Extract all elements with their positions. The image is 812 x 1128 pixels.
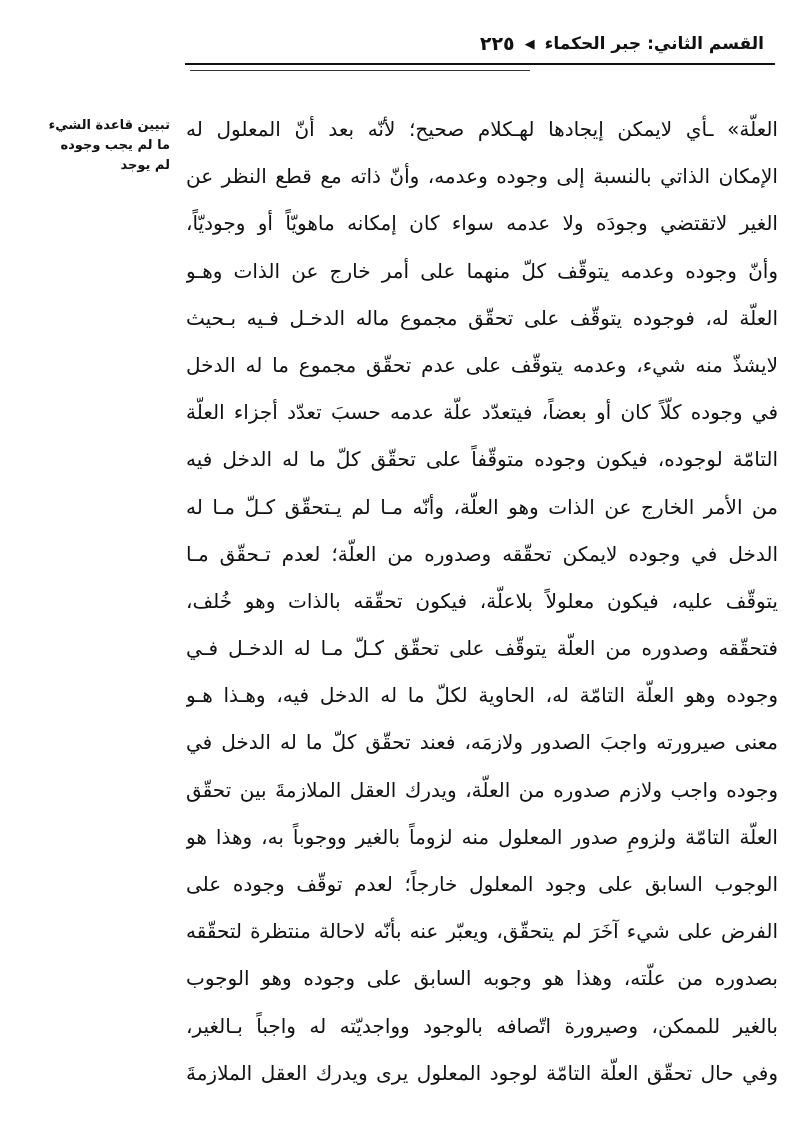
text-line: فتحقّقه وصدوره من العلّة يتوقّف على تحقّق كـلّ مـا له الدخـل فـي	[186, 636, 778, 661]
text-line: العلّة له، فوجوده يتوقّف على تحقّق مجموع ماله الدخـل فـيه بـحيث	[186, 305, 778, 330]
text-line: التامّة لوجوده، فيكون وجوده متوقّفاً على تحقّق كلّ ما له الدخل فيه	[186, 447, 778, 472]
margin-note-line: ما لم يجب وجوده	[60, 138, 170, 153]
text-line: معنى صيرورته واجبَ الصدور ولازمَه، فعند تحقّق كلّ ما له الدخل في	[186, 730, 778, 755]
text-line: الغير لاتقتضي وجودَه ولا عدمه سواء كان إمكانه ماهويّاً أو وجوديّاً،	[186, 211, 778, 236]
text-line: العلّة التامّة ولزومِ صدور المعلول منه لزوماً بالغير ووجوباً به، وهذا هو	[186, 824, 778, 849]
text-line: وجوده واجب ولازم صدوره من العلّة، ويدرك العقل الملازمةَ بين تحقّق	[186, 777, 778, 802]
arrow-left-icon: ◀	[524, 36, 535, 52]
header-rule	[185, 63, 775, 65]
margin-note-line: تبيين قاعدة الشيء	[48, 118, 170, 133]
text-line: يتوقّف عليه، فيكون معلولاً بلاعلّة، فيكون تحقّقه بالذات وهو خُلف،	[186, 588, 778, 613]
text-line: الفرض على شيء آخَرَ لم يتحقّق، ويعبّر عنه بأنّه لاحالة منتظرة لتحقّقه	[186, 919, 778, 944]
page-number: ٢٢٥	[479, 33, 515, 55]
text-line: من الأمر الخارج عن الذات وهو العلّة، وأنّه مـا لم يـتحقّق كـلّ مـا له	[186, 494, 778, 519]
header-rule-thin	[190, 70, 530, 71]
text-line: وأنّ وجوده وعدمه يتوقّف كلّ منهما على أمر خارج عن الذات وهـو	[186, 258, 778, 283]
text-line: بالغير للممكن، وصيرورة اتّصافه بالوجود وواجديّته له واجباً بـالغير،	[186, 1013, 778, 1038]
text-line: العلّة» ـأي لايمكن إيجادها لهـكلام صحيح؛ لأنّه بعد أنّ المعلول له	[186, 117, 778, 141]
section-title: القسم الثاني: جبر الحكماء	[544, 34, 764, 54]
main-text	[186, 106, 778, 1097]
text-line: بصدوره من علّته، وهذا هو وجوبه السابق على وجوده وهو الوجوب	[186, 966, 778, 991]
text-line: وفي حال تحقّق العلّة التامّة لوجود المعلول يرى ويدرك العقل الملازمةَ	[186, 1060, 778, 1085]
text-line: الوجوب السابق على وجود المعلول خارجاً؛ لعدم توقّف وجوده على	[186, 872, 778, 896]
margin-note	[36, 116, 170, 176]
text-line: الإمكان الذاتي بالنسبة إلى وجوده وعدمه، وأنّ ذاته مع قطع النظر عن	[186, 164, 778, 189]
text-line: لايشذّ منه شيء، وعدمه يتوقّف على عدم تحقّق مجموع ما له الدخل	[186, 352, 778, 377]
running-header	[204, 30, 764, 58]
text-line: في وجوده كلّاً كان أو بعضاً، فيتعدّد علّة عدمه حسبَ تعدّد أجزاء العلّة	[186, 400, 778, 425]
margin-note-line: لم يوجد	[120, 158, 170, 173]
text-line: الدخل في وجوده لايمكن تحقّقه وصدوره من العلّة؛ لعدم تـحقّق مـا	[186, 541, 778, 566]
text-line: وجوده وهو العلّة التامّة له، الحاوية لكلّ ما له الدخل فيه، وهـذا هـو	[186, 683, 778, 708]
